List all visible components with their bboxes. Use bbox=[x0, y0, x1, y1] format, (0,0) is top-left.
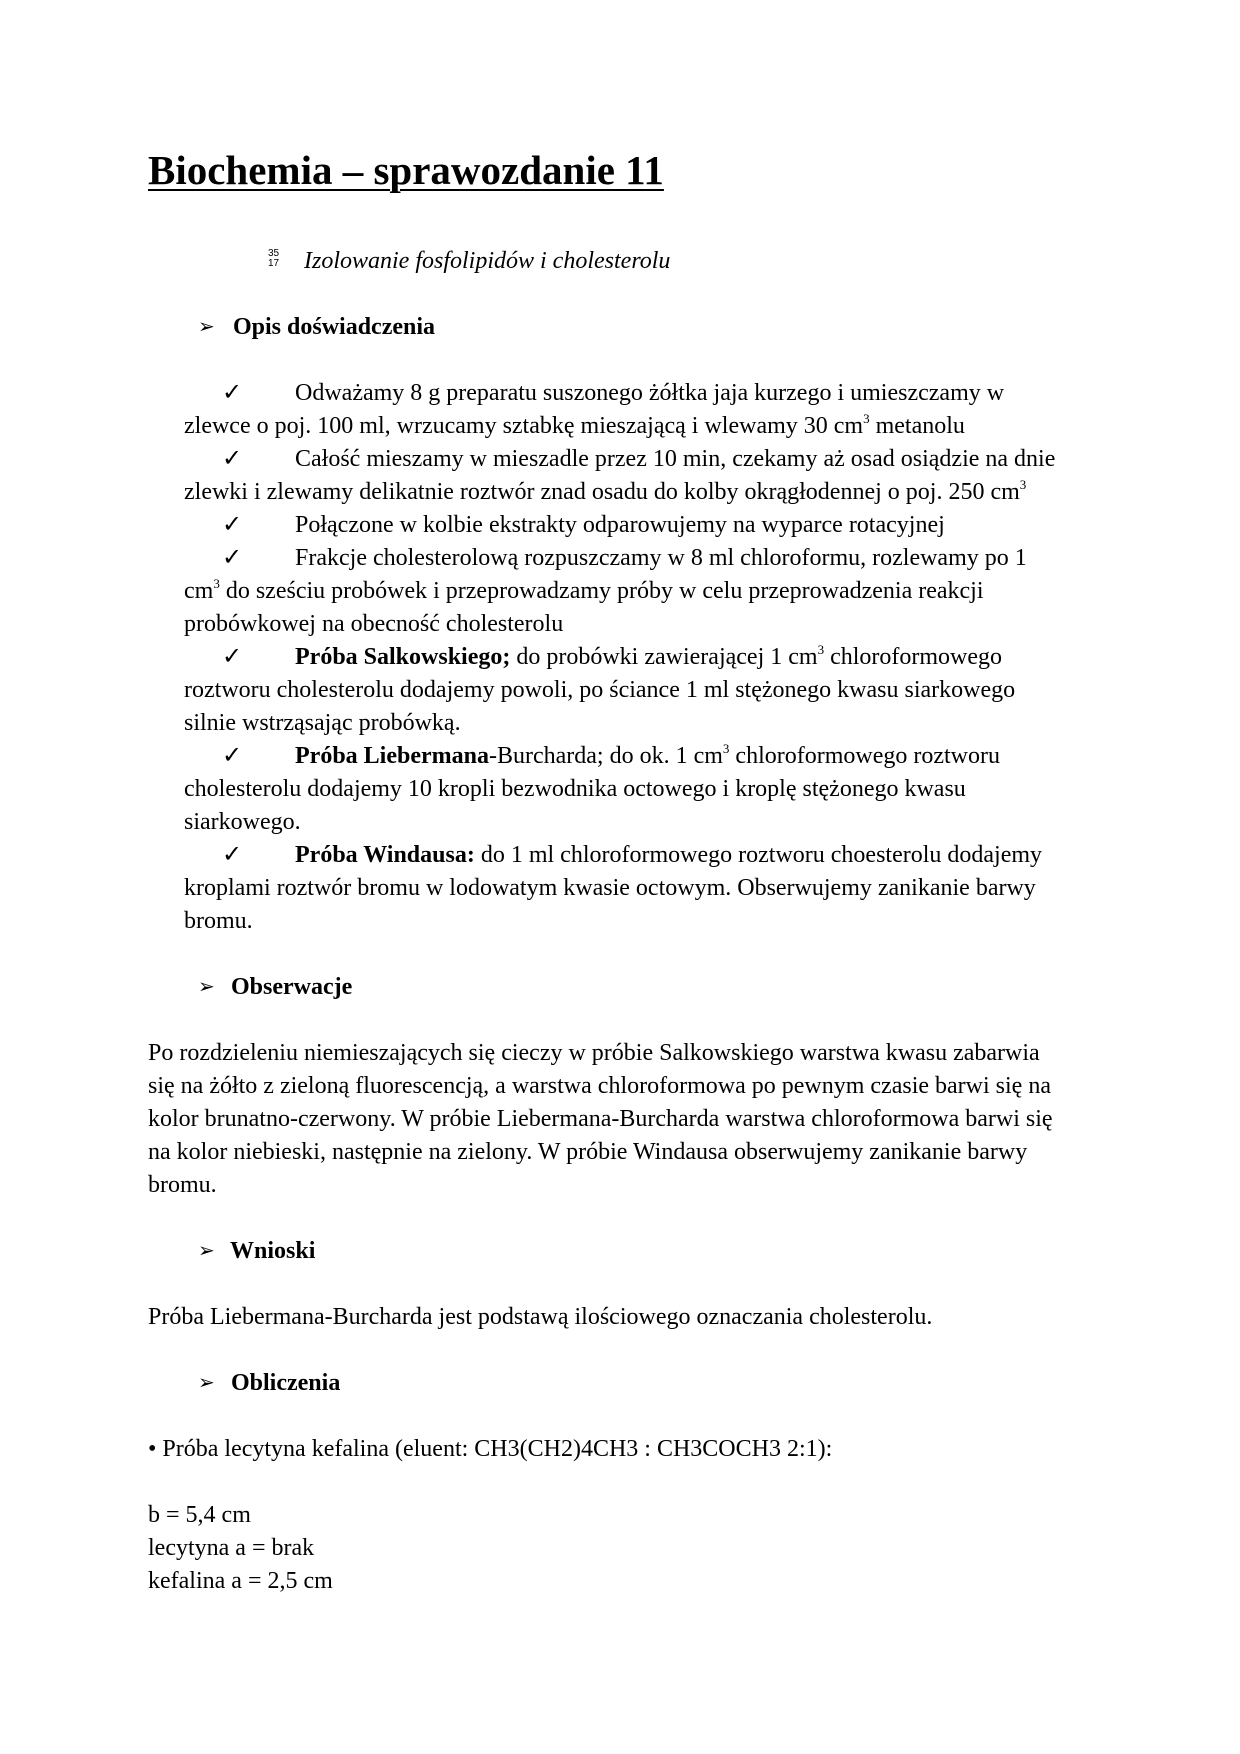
obliczenia-values bbox=[148, 1499, 1148, 1598]
text-line bbox=[184, 773, 1184, 806]
obserwacje-paragraph bbox=[148, 1037, 1148, 1202]
superscript: 3 bbox=[722, 741, 730, 756]
text-segment: kefalina a = 2,5 cm bbox=[148, 1568, 333, 1594]
text-segment: kroplami roztwór bromu w lodowatym kwasie octowym. Obserwujemy zanikanie barwy bbox=[184, 875, 1036, 901]
line-content bbox=[295, 377, 1004, 410]
checkmark-icon: ✓ bbox=[222, 743, 243, 769]
checklist-item bbox=[184, 740, 1184, 773]
checklist-item bbox=[184, 509, 1184, 542]
text-line bbox=[184, 674, 1184, 707]
text-segment: do sześciu probówek i przeprowadzamy próby w celu przeprowadzenia reakcji bbox=[219, 578, 984, 604]
page-title: Biochemia – sprawozdanie 11 bbox=[148, 147, 664, 193]
text-line bbox=[184, 872, 1184, 905]
text-segment: do 1 ml chloroformowego roztworu choesterolu dodajemy bbox=[474, 842, 1043, 868]
line-content bbox=[184, 806, 301, 839]
line-content bbox=[184, 773, 966, 806]
line-content bbox=[295, 839, 1042, 872]
line-content bbox=[184, 707, 461, 740]
line-content bbox=[184, 905, 253, 938]
text-line bbox=[148, 1169, 1148, 1202]
text-segment: Połączone w kolbie ekstrakty odparowujemy na wyparce rotacyjnej bbox=[295, 512, 945, 538]
arrow-bullet-icon: ➢ bbox=[198, 1240, 215, 1262]
superscript: 3 bbox=[817, 642, 825, 657]
text-segment: metanolu bbox=[869, 413, 965, 439]
text-segment: roztworu cholesterolu dodajemy powoli, po ściance 1 ml stężonego kwasu siarkowego bbox=[184, 677, 1016, 703]
bold-text: Próba Salkowskiego; bbox=[295, 644, 511, 670]
line-content bbox=[148, 1301, 932, 1334]
text-line bbox=[148, 1433, 1148, 1466]
text-line bbox=[184, 806, 1184, 839]
text-segment: chloroformowego roztworu bbox=[729, 743, 1001, 769]
arrow-bullet-icon: ➢ bbox=[198, 976, 215, 998]
line-content bbox=[148, 1532, 314, 1565]
checklist-item bbox=[184, 443, 1184, 476]
text-line bbox=[148, 1301, 1148, 1334]
checkmark-icon: ✓ bbox=[222, 842, 243, 868]
text-line bbox=[184, 476, 1184, 509]
checkmark-icon: ✓ bbox=[222, 545, 243, 571]
text-segment: bromu. bbox=[184, 908, 253, 934]
text-line bbox=[148, 1037, 1148, 1070]
line-content bbox=[148, 1169, 217, 1202]
line-content bbox=[148, 1136, 1027, 1169]
text-segment: -Burcharda; do ok. 1 cm bbox=[488, 743, 723, 769]
checkmark-icon: ✓ bbox=[222, 380, 243, 406]
line-content bbox=[184, 872, 1036, 905]
superscript: 3 bbox=[213, 576, 220, 591]
text-line bbox=[184, 608, 1184, 641]
text-segment: silnie wstrząsając probówką. bbox=[184, 710, 461, 736]
superscript: 3 bbox=[1019, 477, 1027, 492]
text-segment: Całość mieszamy w mieszadle przez 10 min, czekamy aż osad osiądzie na dnie bbox=[295, 446, 1056, 472]
line-content bbox=[148, 1037, 1040, 1070]
text-line bbox=[184, 707, 1184, 740]
opis-list bbox=[184, 377, 1184, 938]
text-segment: bromu. bbox=[148, 1172, 217, 1198]
text-segment: probówkowej na obecność cholesterolu bbox=[184, 611, 564, 637]
text-segment: chloroformowego bbox=[824, 644, 1003, 670]
line-content bbox=[148, 1565, 333, 1598]
text-line bbox=[148, 1070, 1148, 1103]
line-content bbox=[295, 740, 1000, 773]
checklist-item bbox=[184, 377, 1184, 410]
line-content bbox=[148, 1070, 1051, 1103]
text-line bbox=[184, 575, 1184, 608]
checkmark-icon: ✓ bbox=[222, 512, 243, 538]
superscript: 3 bbox=[863, 411, 870, 426]
text-segment: na kolor niebieski, następnie na zielony. W próbie Windausa obserwujemy zanikanie barwy bbox=[148, 1139, 1028, 1165]
checkmark-icon: ✓ bbox=[222, 644, 243, 670]
line-content bbox=[148, 1103, 1053, 1136]
arrow-bullet-icon: ➢ bbox=[198, 316, 215, 338]
text-line bbox=[148, 1565, 1148, 1598]
text-line bbox=[148, 1532, 1148, 1565]
text-segment: się na żółto z zieloną fluorescencją, a warstwa chloroformowa po pewnym czasie barwi się na bbox=[148, 1073, 1051, 1099]
line-content bbox=[184, 674, 1015, 707]
line-content bbox=[295, 509, 945, 542]
subtitle-text: Izolowanie fosfolipidów i cholesterolu bbox=[304, 248, 671, 274]
checklist-item bbox=[184, 641, 1184, 674]
wnioski-paragraph bbox=[148, 1301, 1148, 1334]
text-segment: cholesterolu dodajemy 10 kropli bezwodnika octowego i kroplę stężonego kwasu bbox=[184, 776, 966, 802]
line-content bbox=[148, 1499, 251, 1532]
line-content bbox=[184, 608, 563, 641]
fraction-icon: 35 17 bbox=[268, 248, 280, 269]
obliczenia-bullet bbox=[148, 1433, 1148, 1466]
bold-text: Próba Windausa: bbox=[295, 842, 475, 868]
line-content bbox=[295, 641, 1002, 674]
text-line bbox=[148, 1136, 1148, 1169]
bold-text: Próba Liebermana bbox=[295, 743, 489, 769]
text-segment: Próba Liebermana-Burcharda jest podstawą ilościowego oznaczania cholesterolu. bbox=[148, 1304, 933, 1330]
line-content bbox=[295, 443, 1055, 476]
line-content bbox=[184, 410, 965, 443]
text-segment: zlewki i zlewamy delikatnie roztwór znad osadu do kolby okrągłodennej o poj. 250 cm bbox=[184, 479, 1020, 505]
text-segment: siarkowego. bbox=[184, 809, 301, 835]
line-content bbox=[184, 476, 1026, 509]
text-line bbox=[148, 1103, 1148, 1136]
line-content bbox=[148, 1433, 832, 1466]
text-line bbox=[184, 905, 1184, 938]
text-segment: • Próba lecytyna kefalina (eluent: CH3(CH2)4CH3 : CH3COCH3 2:1): bbox=[148, 1436, 833, 1462]
line-content bbox=[295, 542, 1027, 575]
text-segment: lecytyna a = brak bbox=[148, 1535, 315, 1561]
text-line bbox=[148, 1499, 1148, 1532]
text-segment: cm bbox=[184, 578, 214, 604]
checklist-item bbox=[184, 839, 1184, 872]
text-segment: kolor brunatno-czerwony. W próbie Liebermana-Burcharda warstwa chloroformowa barwi się bbox=[148, 1106, 1053, 1132]
line-content bbox=[184, 575, 984, 608]
text-segment: Po rozdzieleniu niemieszających się cieczy w próbie Salkowskiego warstwa kwasu zabarwia bbox=[148, 1040, 1040, 1066]
text-line bbox=[184, 410, 1184, 443]
checkmark-icon: ✓ bbox=[222, 446, 243, 472]
text-segment: zlewce o poj. 100 ml, wrzucamy sztabkę mieszającą i wlewamy 30 cm bbox=[184, 413, 864, 439]
text-segment: b = 5,4 cm bbox=[148, 1502, 251, 1528]
text-segment: do probówki zawierającej 1 cm bbox=[510, 644, 818, 670]
text-segment: Frakcje cholesterolową rozpuszczamy w 8 ml chloroformu, rozlewamy po 1 bbox=[295, 545, 1027, 571]
text-segment: Odważamy 8 g preparatu suszonego żółtka jaja kurzego i umieszczamy w bbox=[295, 380, 1005, 406]
checklist-item bbox=[184, 542, 1184, 575]
arrow-bullet-icon: ➢ bbox=[198, 1372, 215, 1394]
